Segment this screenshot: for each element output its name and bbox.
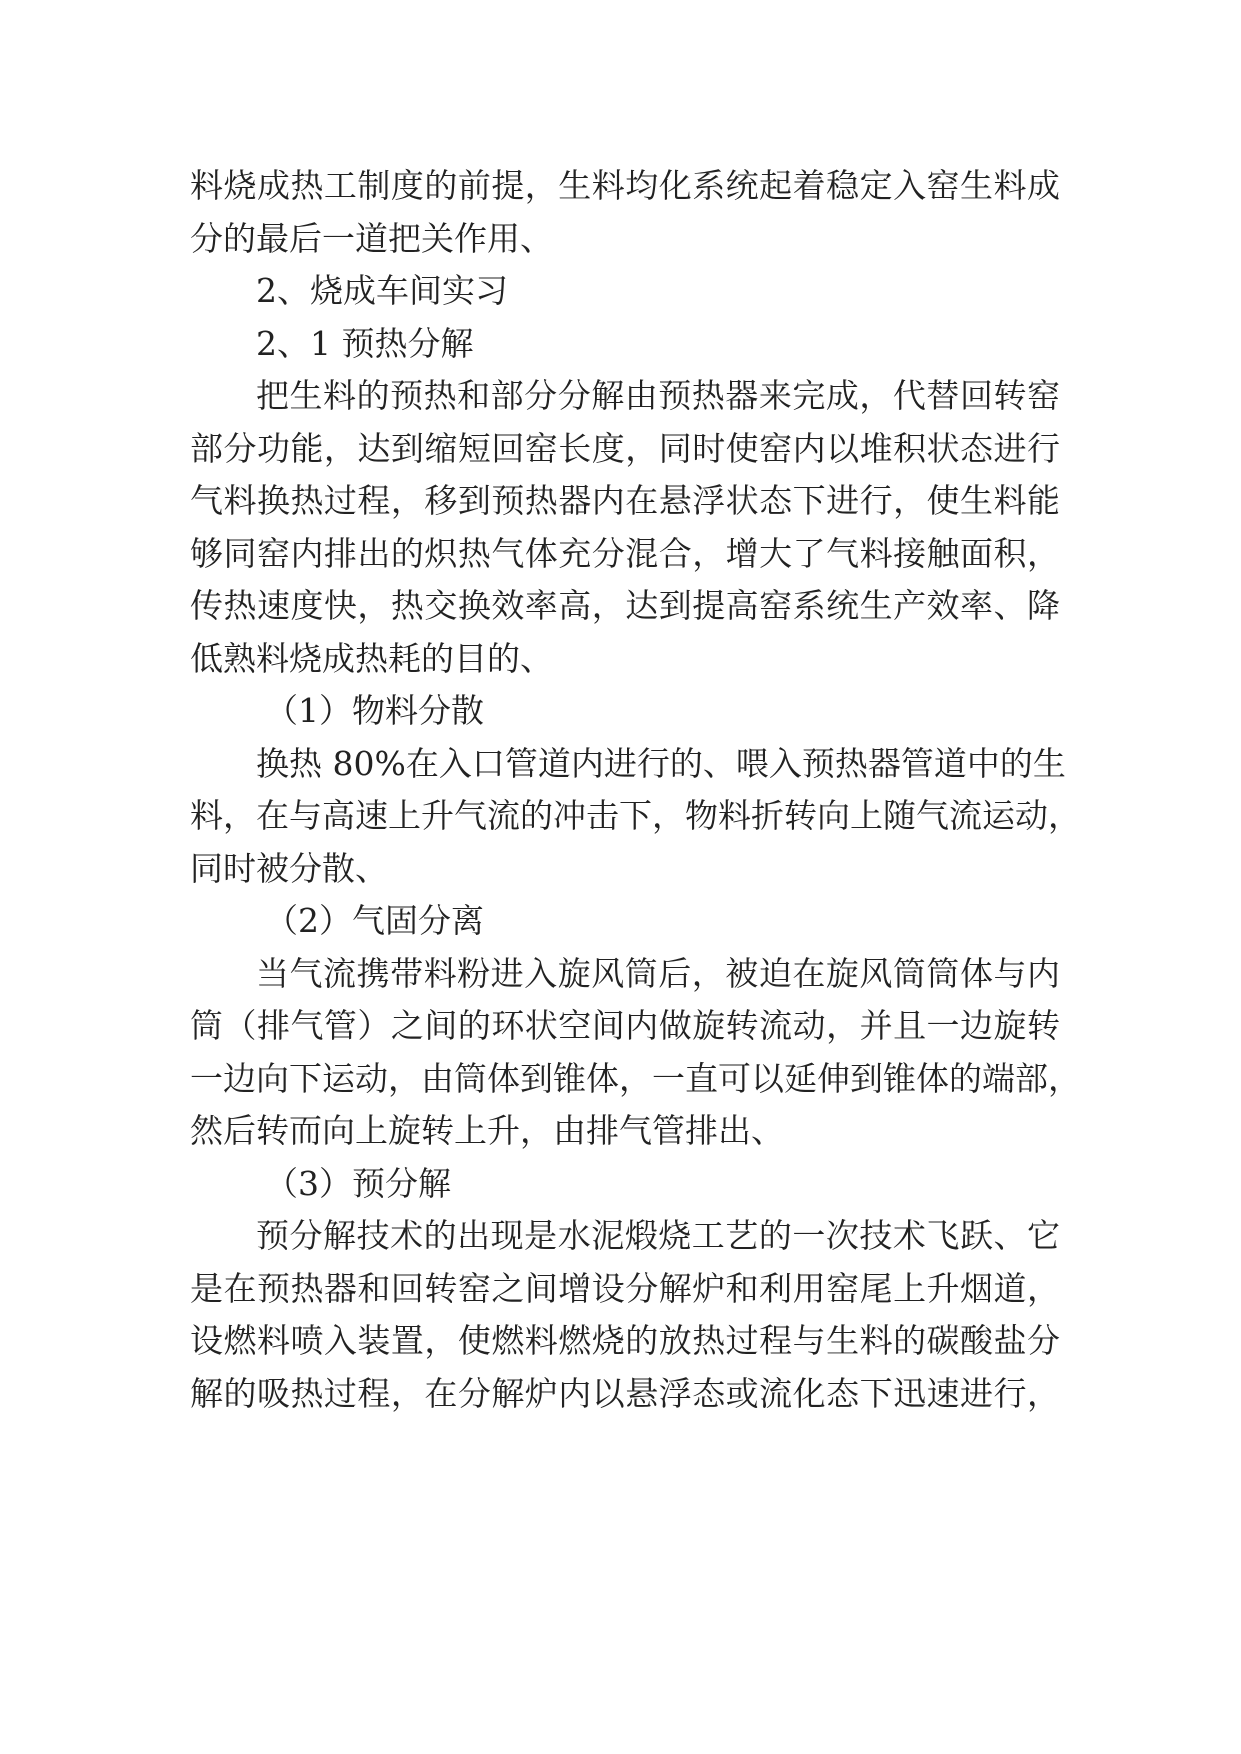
text-line: 一边向下运动，由筒体到锥体，一直可以延伸到锥体的端部， [190,1058,1081,1098]
text-line: 料，在与高速上升气流的冲击下，物料折转向上随气流运动， [190,796,1081,835]
text-line: 预分解技术的出现是水泥煅烧工艺的一次技术飞跃、它 [256,1216,1060,1255]
text-line: 部分功能，达到缩短回窑长度，同时使窑内以堆积状态进行 [190,428,1060,468]
text-line: 设燃料喷入装置，使燃料燃烧的放热过程与生料的碳酸盐分 [190,1321,1060,1360]
text-line: 分的最后一道把关作用、 [190,218,553,258]
section-heading: 2、烧成车间实习 [256,271,508,310]
text-line: 低熟料烧成热耗的目的、 [190,638,553,678]
text-line: 料烧成热工制度的前提，生料均化系统起着稳定入窑生料成 [190,166,1060,205]
item-heading: （3）预分解 [265,1163,451,1203]
text-line: 换热 80%在入口管道内进行的、喂入预热器管道中的生 [256,743,1066,783]
text-line: 够同窑内排出的炽热气体充分混合，增大了气料接触面积， [190,533,1060,573]
text-line: 传热速度快，热交换效率高，达到提高窑系统生产效率、降 [190,586,1060,625]
document-body [190,160,1081,1420]
text-line: 当气流携带料粉进入旋风筒后，被迫在旋风筒筒体与内 [256,953,1060,993]
item-heading: （2）气固分离 [265,901,484,940]
text-line: 是在预热器和回转窑之间增设分解炉和利用窑尾上升烟道， [190,1268,1060,1308]
text-line: 把生料的预热和部分分解由预热器来完成，代替回转窑 [256,376,1060,415]
text-line: 然后转而向上旋转上升，由排气管排出、 [190,1111,784,1150]
text-line: 同时被分散、 [190,848,388,888]
item-heading: （1）物料分散 [265,691,484,730]
text-line: 筒（排气管）之间的环状空间内做旋转流动，并且一边旋转 [190,1006,1060,1045]
text-line: 解的吸热过程，在分解炉内以悬浮态或流化态下迅速进行， [190,1373,1060,1413]
subsection-heading: 2、1 预热分解 [256,323,474,363]
text-line: 气料换热过程，移到预热器内在悬浮状态下进行，使生料能 [190,481,1060,520]
